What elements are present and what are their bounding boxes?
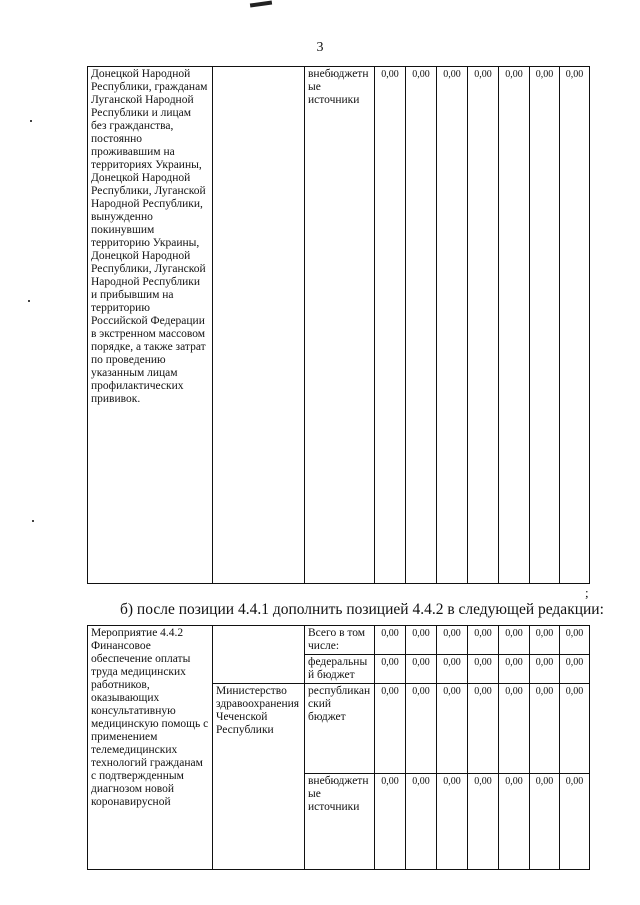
value-cell: 0,00: [499, 626, 530, 655]
value-cell: 0,00: [560, 67, 590, 584]
value-cell: 0,00: [375, 626, 406, 655]
measure-name-cell: Мероприятие 4.4.2 Финансовое обеспечение оплаты труда медицинских работников, оказывающих консультативную медицинскую помощь с применением телемедицинских технологий гражданам с подтвержденным диагнозом новой коронавирусной: [88, 626, 213, 870]
value-cell: 0,00: [530, 774, 560, 870]
value-cell: 0,00: [375, 67, 406, 584]
continuation-table: [87, 66, 590, 584]
value-cell: 0,00: [499, 774, 530, 870]
value-cell: 0,00: [468, 774, 499, 870]
scan-mark: [250, 0, 272, 7]
table-row: [88, 626, 590, 655]
funding-source-cell: внебюджетные источники: [305, 67, 375, 584]
value-cell: 0,00: [375, 774, 406, 870]
scan-dot: [30, 120, 32, 122]
value-cell: 0,00: [406, 774, 437, 870]
value-cell: 0,00: [468, 684, 499, 774]
value-cell: 0,00: [560, 655, 590, 684]
value-cell: 0,00: [437, 67, 468, 584]
value-cell: 0,00: [530, 655, 560, 684]
value-cell: 0,00: [530, 67, 560, 584]
value-cell: 0,00: [437, 774, 468, 870]
value-cell: 0,00: [530, 684, 560, 774]
funding-source-cell: Всего в том числе:: [305, 626, 375, 655]
value-cell: 0,00: [468, 626, 499, 655]
value-cell: 0,00: [375, 684, 406, 774]
value-cell: 0,00: [560, 774, 590, 870]
funding-source-cell: республиканский бюджет: [305, 684, 375, 774]
value-cell: 0,00: [499, 655, 530, 684]
value-cell: 0,00: [560, 684, 590, 774]
value-cell: 0,00: [499, 684, 530, 774]
value-cell: 0,00: [375, 655, 406, 684]
amendment-paragraph: б) после позиции 4.4.1 дополнить позицией 4.4.2 в следующей редакции:: [120, 601, 604, 618]
executor-cell: [213, 67, 305, 584]
measure-4-4-2-table: [87, 625, 590, 870]
executor-empty-cell: [213, 626, 305, 684]
funding-source-cell: федеральный бюджет: [305, 655, 375, 684]
value-cell: 0,00: [406, 67, 437, 584]
funding-source-cell: внебюджетные источники: [305, 774, 375, 870]
table-row: [88, 67, 590, 584]
value-cell: 0,00: [437, 626, 468, 655]
executor-cell: Министерство здравоохранения Чеченской Республики: [213, 684, 305, 870]
value-cell: 0,00: [406, 684, 437, 774]
value-cell: 0,00: [437, 655, 468, 684]
value-cell: 0,00: [560, 626, 590, 655]
value-cell: 0,00: [406, 655, 437, 684]
value-cell: 0,00: [499, 67, 530, 584]
scan-dot: [28, 300, 30, 302]
semicolon: ;: [585, 585, 589, 600]
value-cell: 0,00: [406, 626, 437, 655]
scan-dot: [32, 520, 34, 522]
value-cell: 0,00: [437, 684, 468, 774]
value-cell: 0,00: [530, 626, 560, 655]
page-number: 3: [316, 40, 324, 55]
value-cell: 0,00: [468, 67, 499, 584]
measure-name-cell: Донецкой Народной Республики, гражданам Луганской Народной Республики и лицам без гражданства, постоянно проживавшим на территориях Украины, Донецкой Народной Республики, Луганской Народной Республики, вынужденно покинувшим территорию Украины, Донецкой Народной Республики, Луганской Народной Республики и прибывшим на территорию Российской Федерации в экстренном массовом порядке, а также затрат по проведению указанным лицам профилактических прививок.: [88, 67, 213, 584]
value-cell: 0,00: [468, 655, 499, 684]
